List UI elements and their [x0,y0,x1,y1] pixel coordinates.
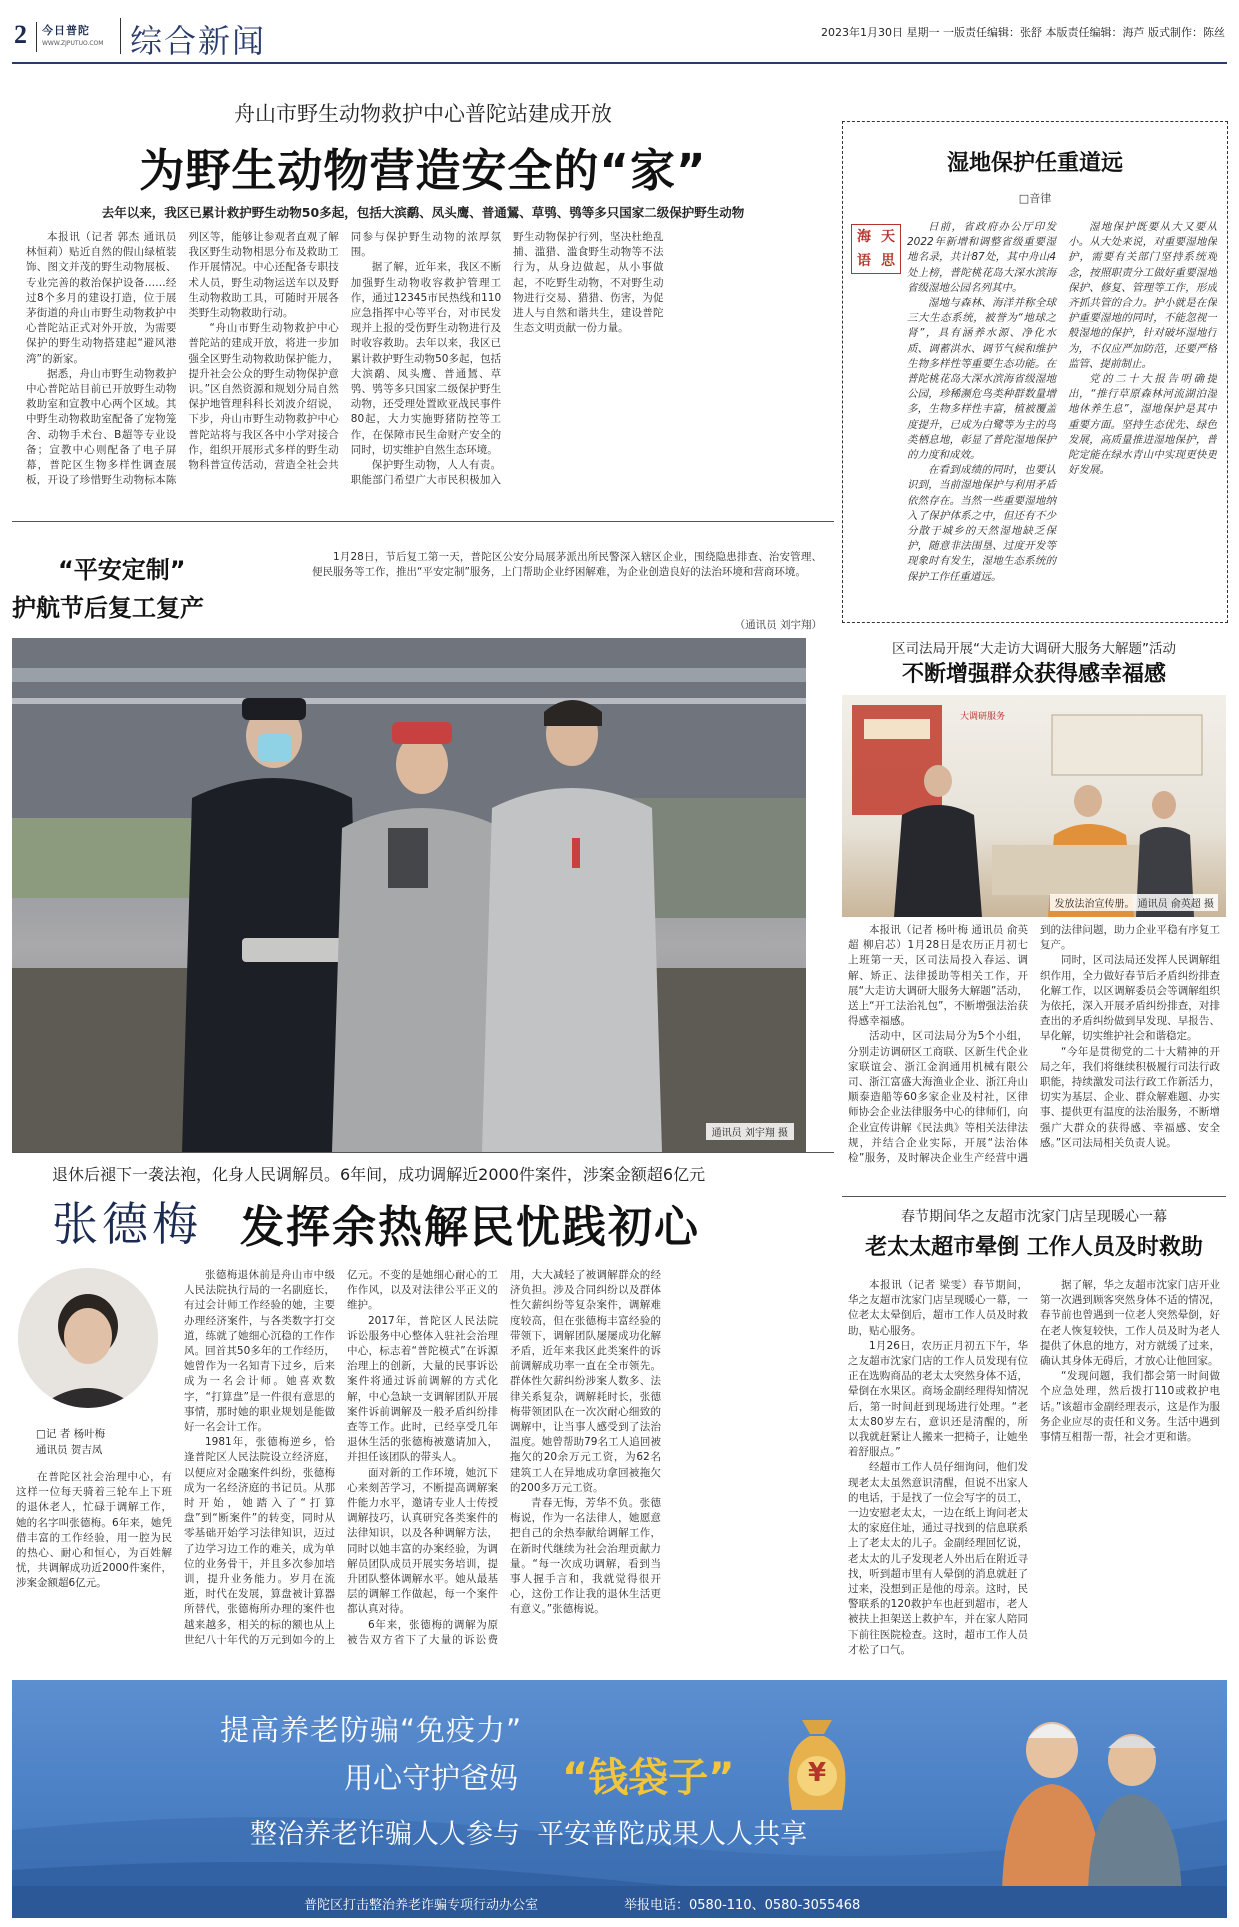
paragraph: 在看到成绩的同时，也要认识到，当前湿地保护与利用矛盾依然存在。当然一些重要湿地纳入了保护体系之中，但还有不少分散于城乡的天然湿地缺乏保护，随意非法围垦、过度开发等现象时有发生，湿地生态系统的保护工作任重道远。 [907,464,1056,583]
stamp-char: 海 [857,229,871,245]
stamp-char: 天 [881,229,895,245]
stamp-char: 思 [881,253,895,269]
column-title: 湿地保护任重道远 [946,151,1123,176]
ad-banner [12,1680,1227,1918]
divider [842,1196,1226,1197]
paragraph: 6年来，张德梅的调解为原被告双方省下了大量的诉讼费用，大大减轻了被调解群众的经济负担。涉及合同纠纷以及群体性欠薪纠纷等复杂案件，调解难度较高，但在张德梅丰富经验的带领下，调解团队屡屡成功化解矛盾，近年来我区此类案件的诉前调解成功率一直在全市领先。群体性欠薪纠纷涉案人数多、法律关系复杂，调解耗时长，张德梅带领团队在一次次耐心细致的调解中，让当事人感受到了法治温度。她曾帮助79名工人追回被拖欠的20余万元工资，为62名建筑工人在异地成功拿回被拖欠的200多万元工资。 [347,1269,661,1646]
paragraph: 湿地保护既要从大又要从小。从大处来说，对重要湿地保护，需要有关部门坚持系统观念，按照职责分工做好重要湿地保护、修复、管理等工作，形成齐抓共管的合力。护小就是在保护重要湿地的同时，不能忽视一般湿地的保护，针对破坏湿地行为，不仅应严加防范，还要严格监管、提前制止。 [1068,221,1217,370]
article-headline: 护航节后复工复产 [12,594,204,622]
ad-highlight: “钱袋子” [562,1755,735,1801]
ad-line3: 整治养老诈骗人人参与 平安普陀成果人人共享 [250,1819,808,1850]
paragraph: “发现问题，我们都会第一时间做个应急处理，然后拨打110或救护电话。”该超市金副经理表示，这是作为服务企业应尽的责任和义务。生活中遇到事情互相帮一帮，社会才更和谐。 [1040,1370,1220,1444]
article-kicker: 春节期间华之友超市沈家门店呈现暖心一幕 [901,1209,1167,1225]
paragraph: 本报讯（记者 郭杰 通讯员 林恒莉）贴近自然的假山绿植装饰、图文并茂的野生动物展板、专业完善的救治保护设备……经过8个多月的建设打造，位于展茅街道的舟山市野生动物救护中心普陀站正式对外开放，为需要保护的野生动物搭建起“避风港湾”的新家。 [26,231,177,365]
article-kicker: 舟山市野生动物救护中心普陀站建成开放 [234,102,612,126]
masthead-rule [12,62,1227,64]
article-credit: （通讯员 刘宇翔） [734,619,822,631]
paragraph: 1月26日，农历正月初五下午，华之友超市沈家门店的工作人员发现有位正在选购商品的老太太突然身体不适，晕倒在水果区。商场金副经理得知情况后，第一时间赶到现场进行处理。“老太太80岁左右，意识还是清醒的，所以我就赶紧让人搬来一把椅子，让她坐着舒服点。” [848,1339,1028,1459]
photo-caption: 通讯员 刘宇翔 摄 [706,1123,794,1140]
logo-url: WWW.ZJPUTUO.COM [42,40,104,47]
money-bag-icon [772,1690,862,1814]
ad-phone: 举报电话：0580-110、0580-3055468 [624,1898,861,1913]
divider [12,521,834,522]
article-intro [16,1470,172,1660]
date-line: 2023年1月30日 星期一 一版责任编辑：张舒 本版责任编辑：海芦 版式制作：陈丝 [821,26,1225,39]
portrait [18,1268,158,1408]
article-kicker: 退休后褪下一袭法袍，化身人民调解员。6年间，成功调解近2000件案件，涉案金额超6亿元 [52,1165,706,1184]
ad-org: 普陀区打击整治养老诈骗专项行动办公室 [304,1898,539,1913]
paragraph: 面对新的工作环境，她沉下心来刻苦学习，不断提高调解案件能力水平，邀请专业人士传授调解技巧，认真研究各类案件的法律知识，以及各种调解方法，同时以她丰富的办案经验，为调解员团队成员开展实务培训，提升团队整体调解水平。她从最基层的调解工作做起，每一个案件都认真对待。 [347,1466,498,1616]
logo [36,22,128,52]
article-headline: 发挥余热解民忧践初心 [240,1202,700,1253]
article-body [26,230,826,496]
article-headline: 不断增强群众获得感幸福感 [901,662,1166,687]
paragraph: 活动中，区司法局分为5个小组，分别走访调研区工商联、区新生代企业家联谊会、浙江金润通用机械有限公司、浙江富盛大海渔业企业、浙江舟山顺泰造船等60多家企业及村社，区律师协会企业法律服务中心的律师们，向企业宣传讲解《民法典》等相关法律法规，并结合企业实际，开展“法治体检”服务，及时解决企业生产经营中遇到的法律问题，助力企业平稳有序复工复产。 [848,924,1220,1165]
paragraph: 湿地与森林、海洋并称全球三大生态系统，被誉为“地球之肾”，具有涵养水源、净化水质、调蓄洪水、调节气候和维护生物多样性等重要生态功能。在普陀桃花岛大深水滨海省级湿地公园，珍稀濒危鸟类种群数量增多，生物多样性丰富，植被覆盖度提升，已成为白鹭等为主的鸟类栖息地，彰显了普陀湿地保护的力度和成效。 [907,297,1056,462]
currency-symbol: ¥ [808,1758,827,1788]
masthead [0,0,1239,62]
article-zhang-demei [12,1158,834,1666]
paragraph: 保护野生动物，人人有责。职能部门希望广大市民积极加入野生动物保护行列，坚决杜绝乱捕、滥猎、滥食野生动物等不法行为，从身边做起，从小事做起，不吃野生动物，不对野生动物进行交易、猎猎、伤害，为促进人与自然和谐共生，建设普陀生态文明贡献一份力量。 [350,231,664,487]
article-summary: 1月28日，节后复工第一天，普陀区公安分局展茅派出所民警深入辖区企业，围绕隐患排查、治安管理、便民服务等工作，推出“平安定制”服务，上门帮助企业纾困解难，为企业创造良好的法治环境和营商环境。 [312,551,822,579]
section-title: 综合新闻 [130,22,267,60]
stamp-char: 语 [857,253,871,269]
paragraph: 2017年，普陀区人民法院诉讼服务中心整体入驻社会治理中心，标志着“普陀模式”在诉源治理上的创新，大量的民事诉讼案件将通过诉前调解的方式化解，中心急缺一支调解团队开展案件诉前调解及一般矛盾纠纷排查等工作。此时，已经享受几年退休生活的张德梅被邀请加入，并担任该团队的带头人。 [347,1314,498,1464]
article-kicker: “平安定制” [58,556,186,584]
ad-line1: 提高养老防骗“免疫力” [220,1713,523,1747]
article-wildlife [12,72,834,502]
section-divider [120,18,121,54]
article-headline: 为野生动物营造安全的“家” [139,144,707,197]
article-kicker: 区司法局开展“大走访大调研大服务大解题”活动 [892,641,1176,657]
article-justice [842,627,1226,1190]
paragraph: 本报讯（记者 杨叶梅 通讯员 俞英超 柳启芯）1月28日是农历正月初七上班第一天，区司法局投入春运、调解、矫正、法律援助等相关工作，开展“大走访大调研大服务大解题”活动，送上“开工法治礼包”，不断增强法治获得感幸福感。 [848,924,1028,1028]
paragraph: 张德梅退休前是舟山市中级人民法院执行局的一名副庭长，有过会计师工作经验的她，主要办理经济案件，与各类数字打交道，练就了她细心沉稳的工作作风。回首其50多年的工作经历，她曾作为一名知青下过乡，后来成为一名会计师。她喜欢数字，“打算盘”是一件很有意思的事情，那时她的职业规划是能做好一名会计工作。 [184,1269,335,1434]
paragraph: 经超市工作人员仔细询问，他们发现老太太虽然意识清醒，但说不出家人的电话，于是找了一位会写字的员工，一边安慰老太太，一边在纸上询问老太太的家庭住址，通过寻找到的信息联系上了老太太的儿子。金副经理回忆说，老太太的儿子发现老人外出后在附近寻找，听到超市里有人晕倒的消息就赶了过来，没想到正是他的母亲。这时，民警联系的120救护车也赶到超市，老人被扶上担架送上救护车，并在家人陪同下前往医院检查。这时，超市工作人员才松了口气。 [848,1461,1028,1656]
article-byline: □记 者 杨叶梅 通讯员 贺吉凤 [36,1428,106,1456]
divider [12,1152,834,1153]
paragraph: 1981年，张德梅逆乡，恰逢普陀区人民法院设立经济庭，以便应对金融案件纠纷，张德梅成为一名经济庭的书记员。从那时开始，她踏入了“打算盘”到“断案件”的转变，同时从零基础开始学习法律知识，迈过了边学习边工作的难关，成为单位的业务骨干，并且多次参加培训，提升业务能力。岁月在流逝，时代在发展，算盘被计算器所替代，张德梅所办理的案件也越来越多，相关的标的额也从上世纪八十年代的万元到如今的上亿元。不变的是她细心耐心的工作作风，以及对法律公平正义的维护。 [184,1269,498,1646]
photo-caption: 发放法治宣传册。 通讯员 俞英超 摄 [1050,894,1218,911]
paragraph: 在普陀区社会治理中心，有这样一位每天骑着三轮车上下班的退休老人，忙碌于调解工作，她的名字叫张德梅。6年来，她凭借丰富的工作经验，用一腔为民的热心、耐心和恒心，为百姓解忧，共调解成功近2000件案件，涉案金额超6亿元。 [16,1471,172,1590]
article-police [12,528,834,1148]
column-body [907,220,1217,612]
paragraph: 据悉，舟山市野生动物救护中心普陀站目前已开放野生动物救助室和宣教中心两个区域。其中野生动物救助室配备了宠物笼舍、动物手术台、B超等专业设备；宣教中心则配备了电子屏幕，普陀区生物多样性调查展板，开设了珍惜野生动物标本陈列区等，能够让参观者直观了解我区野生动物相思分布及救助工作开展情况。中心还配备专职技术人员，野生动物运送车以及野生动物救助工具，可随时开展各类野生动物救助行动。 [26,231,339,487]
logo-text: 今日普陀 [42,24,90,37]
police-photo [12,638,806,1152]
article-body [848,1278,1220,1660]
article-body [848,923,1220,1185]
wall-banner: 大调研服务 [960,712,1006,722]
justice-photo [842,695,1226,917]
paragraph: 同时，区司法局还发挥人民调解组织作用，全力做好春节后矛盾纠纷排查化解工作，以区调解委员会等调解组织为依托，深入开展矛盾纠纷排查，对排查出的矛盾纠纷做到早发现、早报告、早化解，切实维护社会和谐稳定。 [1040,954,1220,1043]
ad-line2: 用心守护爸妈 [344,1761,519,1795]
paragraph: 日前，省政府办公厅印发2022年新增和调整省级重要湿地名录，共计87处，其中舟山4处上榜，普陀桃花岛大深水滨海省级湿地公园名列其中。 [907,221,1056,294]
page-number: 2 [14,20,27,49]
elderly-couple-illustration [972,1700,1212,1900]
justice-scene-illustration [842,695,1226,917]
column-wetland [842,121,1228,623]
article-supermarket [842,1202,1226,1666]
paragraph: “今年是贯彻党的二十大精神的开局之年，我们将继续积极履行司法行政职能，持续激发司法行政工作新活力，切实为基层、企业、群众解难题、办实事、提供更有温度的法治服务，不断增强广大群众的获得感、幸福感、安全感。”区司法局相关负责人说。 [1040,1045,1220,1149]
ad-footer [12,1886,1227,1918]
column-stamp [851,224,901,274]
portrait-illustration [18,1268,158,1408]
person-name: 张德梅 [52,1197,202,1251]
paragraph: 本报讯（记者 梁雯）春节期间，华之友超市沈家门店呈现暖心一幕，一位老太太晕倒后，超市工作人员及时救助，贴心服务。 [848,1279,1028,1337]
paragraph: “舟山市野生动物救护中心普陀站的建成开放，将进一步加强全区野生动物救助保护能力，提升社会公众的野生动物保护意识。”区自然资源和规划分局自然保护地管理科科长刘波介绍说，下步，舟山市野生动物救护中心普陀站将与我区各中小学对接合作，组织开展形式多样的野生动物科普宣传活动，营造全社会共同参与保护野生动物的浓厚氛围。 [188,231,502,472]
police-scene-illustration [12,638,806,1152]
article-headline: 老太太超市晕倒 工作人员及时救助 [865,1235,1203,1260]
paragraph: 据了解，华之友超市沈家门店开业第一次遇到顾客突然身体不适的情况，春节前也曾遇到一位老人突然晕倒，好在老人恢复较快，工作人员及时为老人提供了休息的地方，对方就缓了过来，确认其身体无碍后，才放心让他回家。 [1040,1279,1220,1368]
paragraph: 据了解，近年来，我区不断加强野生动物收容救护管理工作，通过12345市民热线和110应急指挥中心等平台，对市民发现并上报的受伤野生动物进行及时收容救助。去年以来，我区已累计救护野生动物50多起，包括大滨鹬、凤头鹰、普通鵟、草鸮、鸮等多只国家二级保护野生动物，还受理处置欧亚战民事件80起，大力实施野猪防控等工作，在保障市民生命财产安全的同时，切实维护自然生态环境。 [350,261,502,456]
paragraph: 党的二十大报告明确提出，“推行草原森林河流湖泊湿地休养生息”，湿地保护是其中重要方面。坚持生态优先、绿色发展，高质量推进湿地保护，普陀定能在绿水青山中实现更快更好发展。 [1068,373,1217,477]
paragraph: 青春无悔，芳华不负。张德梅说，作为一名法律人，她愿意把自己的余热奉献给调解工作，在新时代继续为社会治理贡献力量。“每一次成功调解，看到当事人握手言和，我就觉得很开心，这份工作让我的退休生活更有意义。”张德梅说。 [510,1497,661,1616]
column-byline: □音律 [1018,192,1052,205]
article-body [184,1268,824,1662]
article-deck: 去年以来，我区已累计救护野生动物50多起，包括大滨鹬、凤头鹰、普通鵟、草鸮、鸮等多只国家二级保护野生动物 [101,205,745,220]
